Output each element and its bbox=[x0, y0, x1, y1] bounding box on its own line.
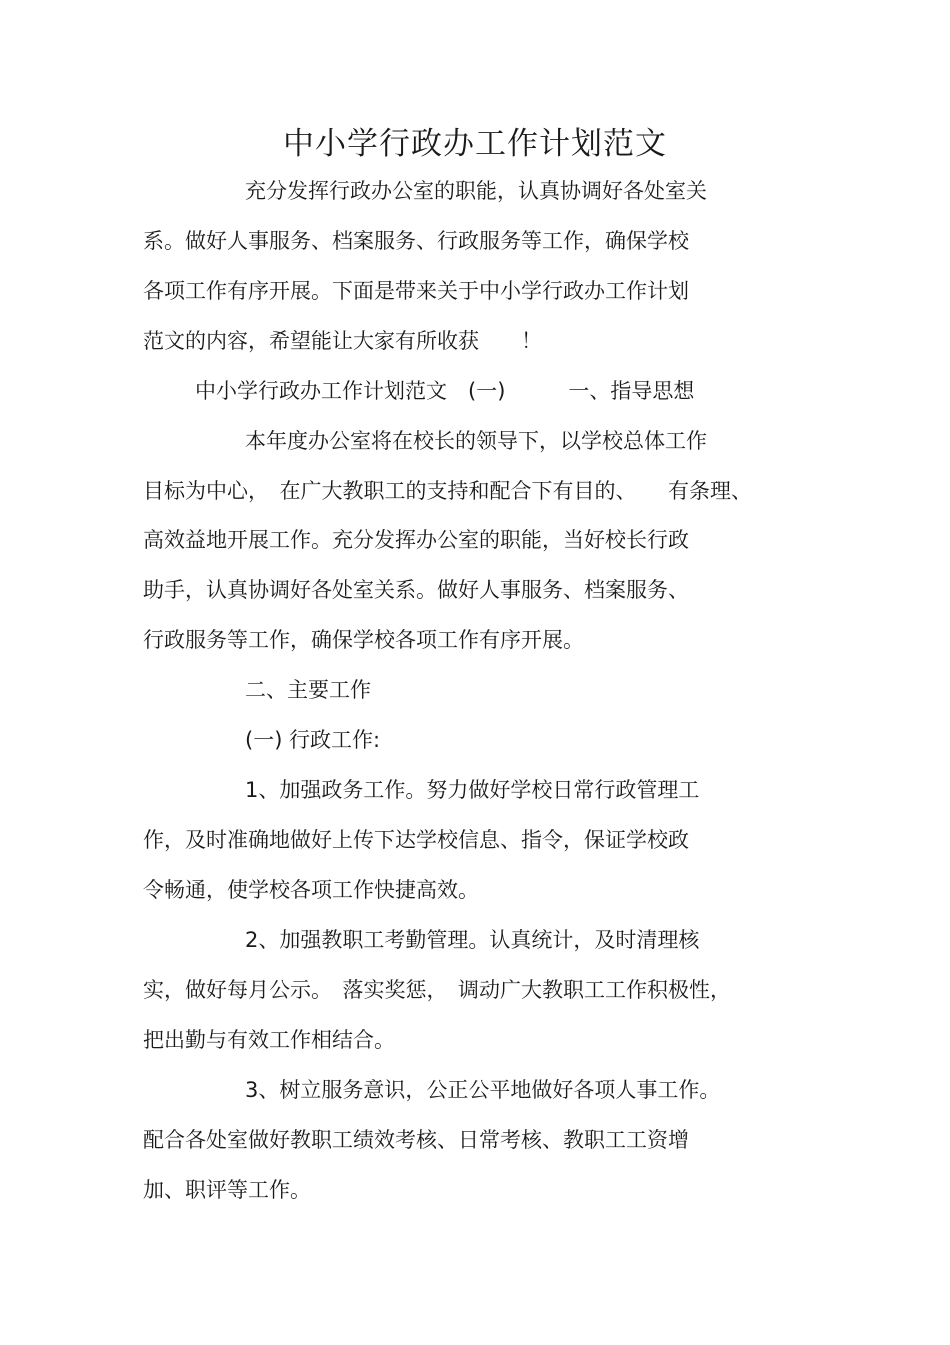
paragraph-line: 实，做好每月公示。 落实奖惩， 调动广大教职工工作积极性， bbox=[143, 978, 731, 1002]
paragraph-line: 行政服务等工作，确保学校各项工作有序开展。 bbox=[143, 628, 584, 652]
paragraph-line: 助手，认真协调好各处室关系。做好人事服务、档案服务、 bbox=[143, 578, 689, 602]
paragraph-line: 目标为中心， 在广大教职工的支持和配合下有目的、 有条理、 bbox=[143, 479, 752, 503]
paragraph-line: 作，及时准确地做好上传下达学校信息、指令，保证学校政 bbox=[143, 828, 689, 852]
paragraph-line: 3、树立服务意识，公正公平地做好各项人事工作。 bbox=[245, 1078, 721, 1102]
section-heading: 二、主要工作 bbox=[245, 678, 371, 702]
paragraph-line: 把出勤与有效工作相结合。 bbox=[143, 1028, 395, 1052]
paragraph-line: 各项工作有序开展。下面是带来关于中小学行政办工作计划 bbox=[143, 279, 689, 303]
document-title: 中小学行政办工作计划范文 bbox=[283, 126, 667, 162]
paragraph-line: 系。做好人事服务、档案服务、行政服务等工作，确保学校 bbox=[143, 229, 689, 253]
paragraph-line: 高效益地开展工作。充分发挥办公室的职能，当好校长行政 bbox=[143, 528, 689, 552]
paragraph-line: 加、职评等工作。 bbox=[143, 1178, 311, 1202]
paragraph-line: 充分发挥行政办公室的职能，认真协调好各处室关 bbox=[245, 179, 707, 203]
paragraph-line: 2、加强教职工考勤管理。认真统计，及时清理核 bbox=[245, 928, 700, 952]
paragraph-line: 令畅通，使学校各项工作快捷高效。 bbox=[143, 878, 479, 902]
paragraph-line: 配合各处室做好教职工绩效考核、日常考核、教职工工资增 bbox=[143, 1128, 689, 1152]
paragraph-line: 本年度办公室将在校长的领导下，以学校总体工作 bbox=[245, 429, 707, 453]
section-heading-line: 中小学行政办工作计划范文 (一) 一、指导思想 bbox=[195, 379, 695, 403]
subsection-heading: (一) 行政工作: bbox=[245, 728, 381, 752]
paragraph-line: 1、加强政务工作。努力做好学校日常行政管理工 bbox=[245, 778, 700, 802]
paragraph-line: 范文的内容，希望能让大家有所收获 ！ bbox=[143, 329, 542, 353]
